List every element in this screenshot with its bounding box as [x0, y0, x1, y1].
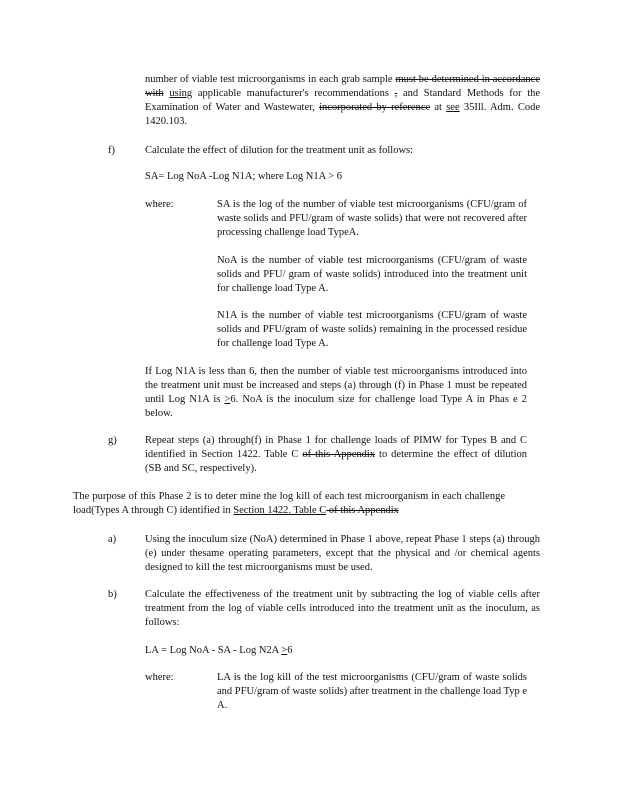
text-run: 6: [287, 645, 293, 656]
text-run: applicable manufacturer's recommendations: [192, 88, 395, 99]
inserted-text: see: [446, 102, 460, 113]
item-f-label: f): [108, 145, 115, 156]
item-f-text: Calculate the effect of dilution for the treatment unit as follows:: [145, 145, 414, 156]
inserted-text: Section 1422. Table C: [233, 505, 327, 516]
where-label: where:: [145, 672, 174, 683]
item-b-text: Calculate the effectiveness of the treatment unit by subtracting the log of viable cells after treatment from the log of viable cells introduced into the treatment unit as the inoculum, as follows:: [145, 589, 540, 628]
text-run: 6. NoA is the inoculum size for challenge load Type A in Phas e 2 below.: [145, 394, 527, 419]
text-run: If Log N1A is less than 6, then the number of viable test microorganisms introduced into the treatment unit must be increased and steps (a) through (f) in Phase 1 must be repeated until Log N1A is: [145, 366, 527, 405]
text-run: at: [430, 102, 447, 113]
text-run: The purpose of this Phase 2 is to deter mine the log kill of each test microorganism in each challenge load(Types A through C) identified in: [73, 491, 505, 516]
item-g-text: [145, 434, 527, 476]
item-b-label: b): [108, 589, 117, 600]
item-g-label: g): [108, 435, 117, 446]
definition-sa: SA is the log of the number of viable test microorganisms (CFU/gram of waste solids and PFU/gram of waste solids) that were not recovered after processing challenge load TypeA.: [217, 199, 527, 238]
inserted-text: using: [169, 88, 193, 99]
struck-text: incorporated by reference: [319, 102, 431, 113]
where-label: where:: [145, 199, 174, 210]
item-a-label: a): [108, 534, 117, 545]
continuation-paragraph: [145, 73, 540, 129]
text-run: 35Ill. Adm. Code 1420.103.: [145, 102, 540, 127]
ge-symbol: >: [224, 394, 231, 405]
text-run: Repeat steps (a) through(f) in Phase 1 for challenge loads of PIMW for Types B and C identified in Section 1422. Table C: [145, 435, 527, 460]
text-run: and Standard Methods for the Examination of Water and Wastewater,: [145, 88, 541, 113]
item-a-text: Using the inoculum size (NoA) determined in Phase 1 above, repeat Phase 1 steps (a) through (e) under thesame operating parameters, except that the physical and /or chemical agents designed to kill the test microorganisms must be used.: [145, 534, 540, 573]
text-run: to determine the effect of dilution (SB and SC, respectively).: [145, 449, 528, 474]
struck-text: must be determined in accordance with: [145, 74, 541, 99]
definition-n1a: N1A is the number of viable test microorganisms (CFU/gram of waste solids and PFU/gram of waste solids) remaining in the processed residue for challenge load Type A.: [217, 310, 527, 349]
phase-2-paragraph: [73, 490, 505, 518]
struck-text: of this Appendix: [302, 449, 376, 460]
struck-text: of this Appendix: [326, 505, 399, 516]
definition-noa: NoA is the number of viable test microorganisms (CFU/gram of waste solids and PFU/ gram of waste solids) introduced into the treatment unit for challenge load Type A.: [217, 255, 527, 294]
text-run: LA = Log NoA - SA - Log N2A: [145, 645, 282, 656]
definition-la: LA is the log kill of the test microorganisms (CFU/gram of waste solids and PFU/gram of waste solids) after treatment in the challenge load Typ e A.: [217, 672, 527, 711]
log-kill-formula: [145, 644, 540, 658]
struck-text: ,: [394, 88, 398, 99]
dilution-note: [145, 365, 527, 421]
dilution-formula: SA= Log NoA -Log N1A; where Log N1A > 6: [145, 171, 343, 182]
text-run: number of viable test microorganisms in each grab sample: [145, 74, 396, 85]
ge-symbol: >: [281, 645, 288, 656]
